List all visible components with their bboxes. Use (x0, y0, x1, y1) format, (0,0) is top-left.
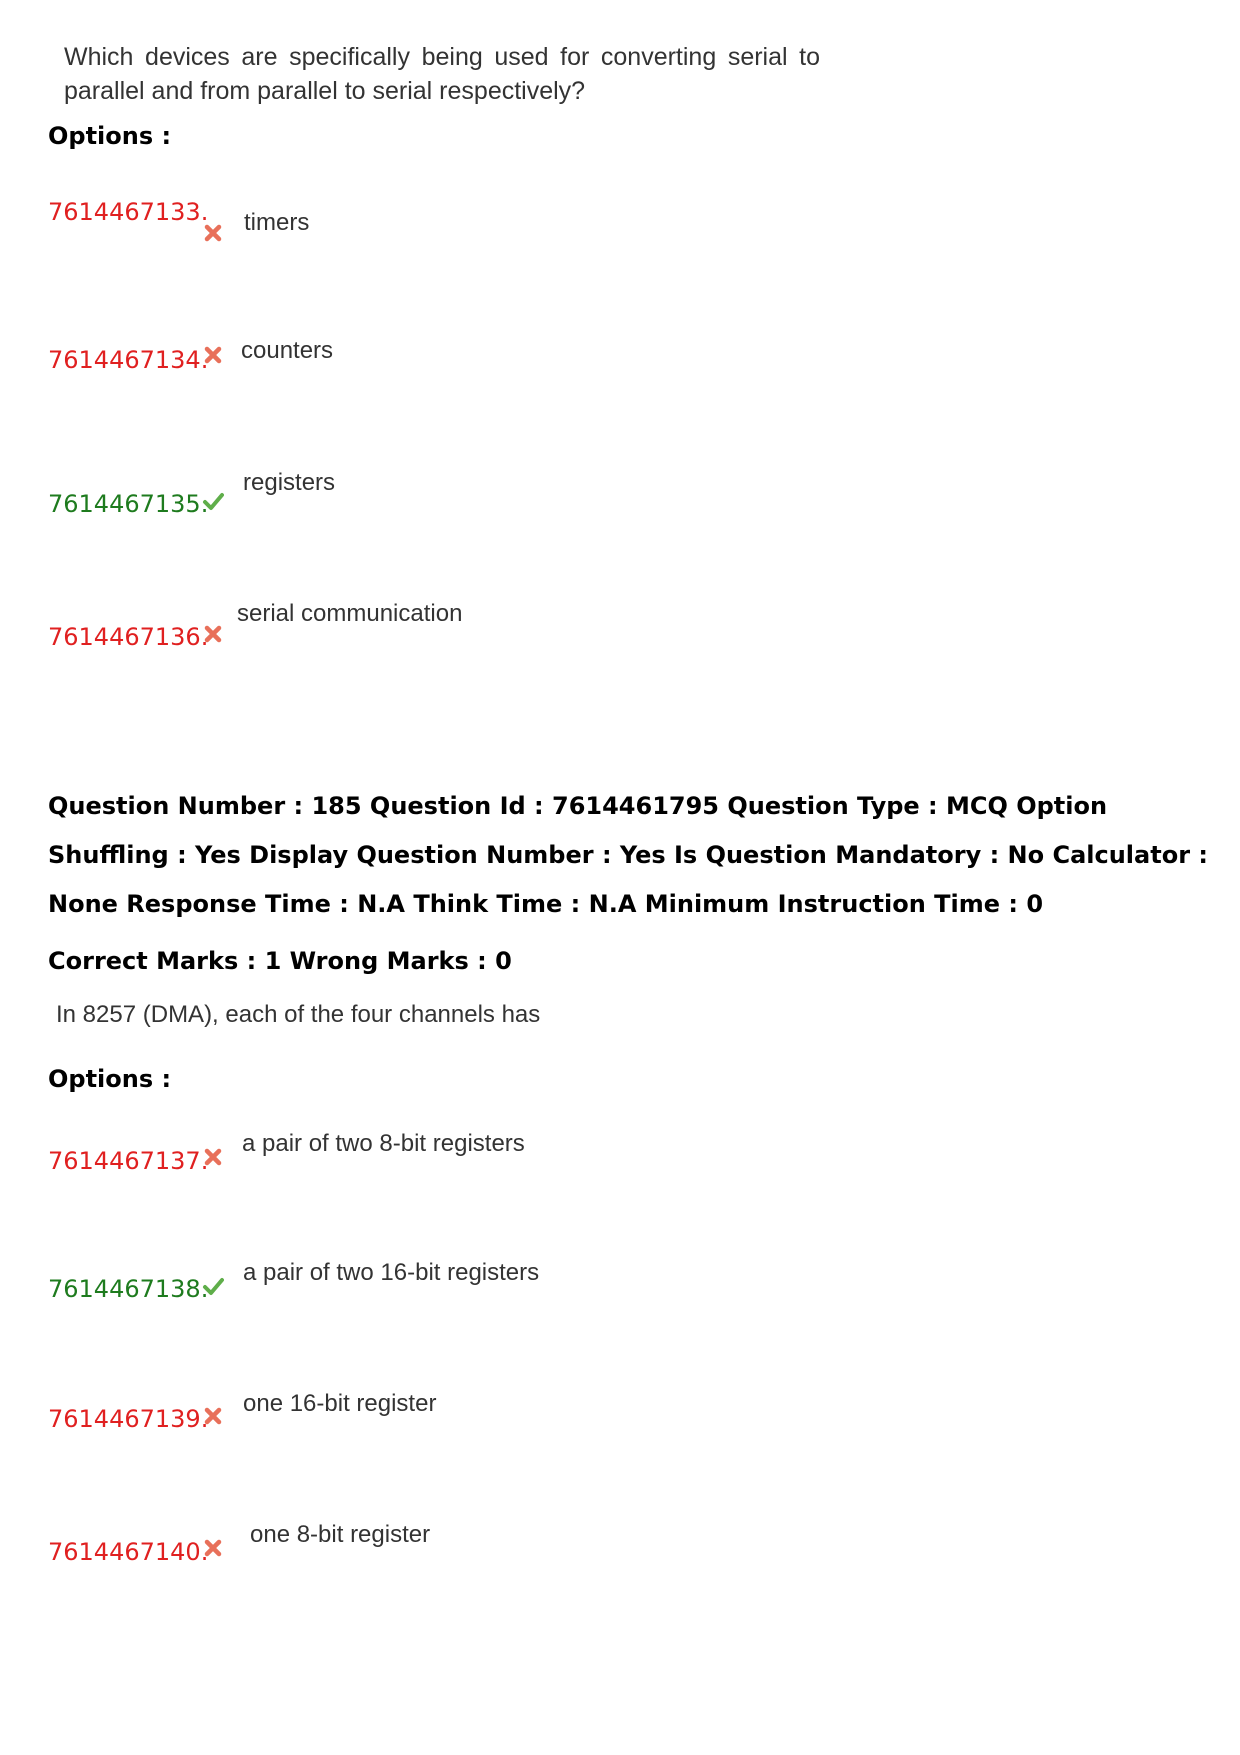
option-text: one 8-bit register (250, 1521, 431, 1548)
marks-info: Correct Marks : 1 Wrong Marks : 0 (48, 947, 512, 975)
option-id: 7614467138. (48, 1275, 209, 1303)
option-id: 7614467133. (48, 198, 209, 226)
option-id: 7614467140. (48, 1538, 209, 1566)
cross-mark-icon (202, 222, 224, 244)
option-text: serial communication (237, 600, 463, 627)
cross-mark-icon (202, 623, 224, 645)
cross-mark-icon (202, 1537, 224, 1559)
option-id: 7614467137. (48, 1147, 209, 1175)
option-text: one 16-bit register (243, 1390, 437, 1417)
option-text: registers (243, 469, 336, 496)
option-text: timers (244, 209, 310, 236)
option-id: 7614467135. (48, 490, 209, 518)
option-text: a pair of two 16-bit registers (243, 1259, 540, 1286)
cross-mark-icon (202, 1146, 224, 1168)
check-mark-icon (202, 1275, 224, 1297)
cross-mark-icon (202, 1405, 224, 1427)
option-text: counters (241, 337, 334, 364)
options-label: Options : (48, 1065, 172, 1093)
question-meta: Question Number : 185 Question Id : 7614461795 Question Type : MCQ Option Shuffling : Yes Display Question Number : Yes Is Question Mandatory : No Calculator : None Response Time : N.A Think Time : N.A Minimum Instruction Time : 0 (48, 792, 1208, 918)
question-text: Which devices are specifically being used for converting serial to parallel and from parallel to serial respectively? (64, 43, 820, 105)
check-mark-icon (202, 490, 224, 512)
cross-mark-icon (202, 344, 224, 366)
option-id: 7614467134. (48, 346, 209, 374)
options-label: Options : (48, 122, 172, 150)
option-id: 7614467136. (48, 623, 209, 651)
question-text: In 8257 (DMA), each of the four channels has (56, 1001, 541, 1028)
option-id: 7614467139. (48, 1405, 209, 1433)
option-text: a pair of two 8-bit registers (242, 1130, 525, 1157)
